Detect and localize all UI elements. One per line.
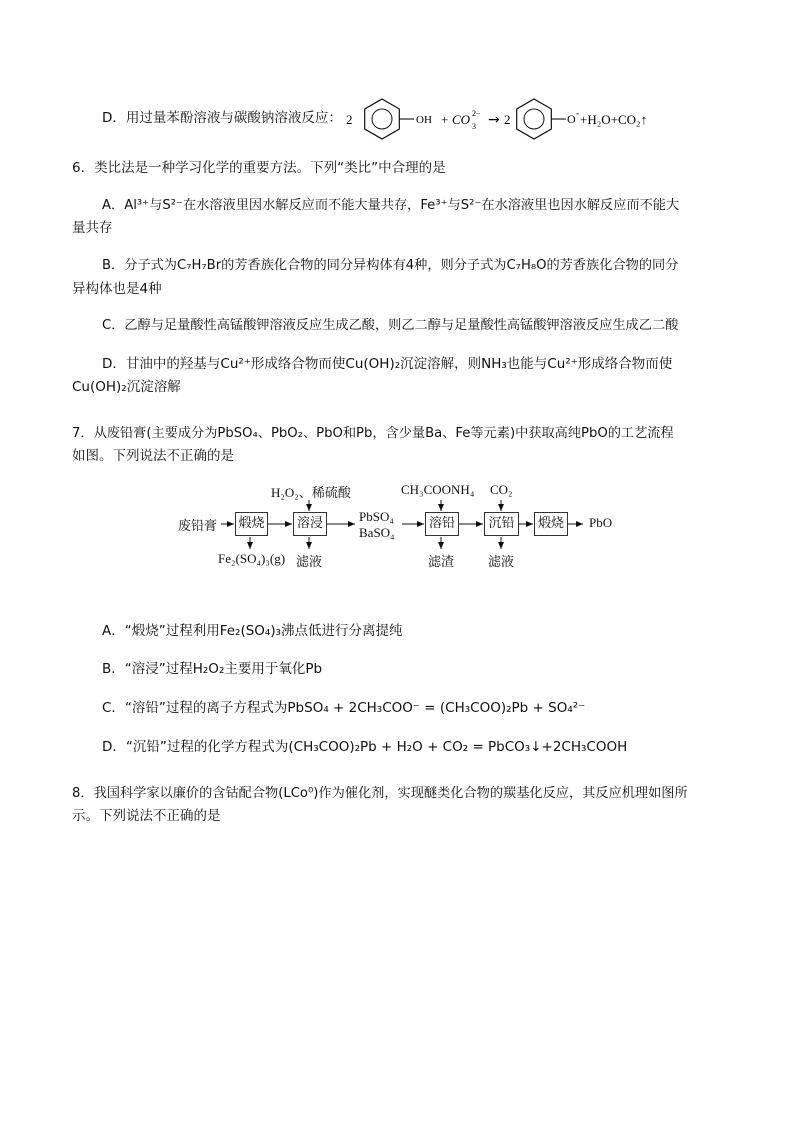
phenol-equation	[342, 94, 762, 144]
flow-end: PbO	[589, 515, 613, 530]
coef-right: 2	[504, 112, 511, 127]
flow-box-calcine-1: 煅烧	[235, 512, 268, 536]
q6-option-b-line2: 异构体也是4种	[72, 281, 162, 297]
coef-left: 2	[346, 112, 353, 127]
flow-intermediate-pbso4: PbSO₄	[359, 509, 394, 524]
flow-output-precipitate: 滤液	[488, 555, 515, 570]
flow-start: 废铅膏	[178, 519, 218, 534]
plus: +	[441, 112, 449, 127]
flow-output-dissolve: 滤渣	[428, 555, 455, 570]
flow-input-precipitate: CO₂	[490, 482, 513, 497]
carbonate-sup: 2−	[472, 109, 481, 118]
q7-stem-line1: 7．从废铅膏(主要成分为PbSO₄、PbO₂、PbO和Pb，含少量Ba、Fe等元素)中获取高纯PbO的工艺流程	[72, 426, 674, 441]
flow-intermediate-baso4: BaSO₄	[359, 525, 395, 540]
q6-option-a-line1: A．Al³⁺与S²⁻在水溶液里因水解反应而不能大量共存，Fe³⁺与S²⁻在水溶液里也因水解反应而不能大	[102, 198, 680, 213]
q6-option-a-line2: 量共存	[72, 220, 113, 236]
o-minus: O	[567, 112, 576, 126]
flow-box-leach: 溶浸	[293, 512, 327, 536]
flow-box-dissolve-lead: 溶铅	[425, 512, 459, 536]
carbonate-sub: 3	[472, 122, 476, 131]
carbonate: CO	[452, 112, 471, 127]
flow-input-dissolve: CH₃COONH₄	[401, 482, 475, 497]
q6-option-d-line1: D．甘油中的羟基与Cu²⁺形成络合物而使Cu(OH)₂沉淀溶解，则NH₃也能与Cu²⁺形成络合物而使	[102, 356, 673, 372]
q7-option-c: C．“溶铅”过程的离子方程式为PbSO₄ + 2CH₃COO⁻ = (CH₃COO)₂Pb + SO₄²⁻	[102, 700, 586, 716]
oh-group: OH	[416, 114, 432, 126]
q6-option-d-line2: Cu(OH)₂沉淀溶解	[72, 379, 181, 395]
o-minus-sup: -	[576, 108, 579, 118]
q5-option-d-label: D．用过量苯酚溶液与碳酸钠溶液反应：	[102, 110, 342, 126]
benzene-ring-icon	[517, 99, 552, 139]
q8-stem-line2: 示。下列说法不正确的是	[72, 808, 221, 824]
q6-stem: 6．类比法是一种学习化学的重要方法。下列“类比”中合理的是	[72, 160, 446, 176]
q7-option-b: B．“溶浸”过程H₂O₂主要用于氧化Pb	[102, 661, 323, 677]
products: +H₂O+CO₂↑	[580, 112, 648, 127]
q8-stem-line1: 8．我国科学家以廉价的含钴配合物(LCo⁰)作为催化剂，实现醚类化合物的羰基化反应，其反应机理如图所	[72, 786, 688, 801]
q7-option-d: D．“沉铅”过程的化学方程式为(CH₃COO)₂Pb + H₂O + CO₂ = PbCO₃↓+2CH₃COOH	[102, 739, 628, 755]
flow-input-leach: H₂O₂、稀硫酸	[271, 485, 351, 500]
q7-option-a: A．“煅烧”过程利用Fe₂(SO₄)₃沸点低进行分离提纯	[102, 623, 403, 639]
flow-output-leach: 滤液	[296, 555, 323, 570]
arrow: →	[488, 112, 500, 128]
q6-option-b-line1: B．分子式为C₇H₇Br的芳香族化合物的同分异构体有4种，则分子式为C₇H₈O的芳香族化合物的同分	[102, 258, 679, 273]
q7-stem-line2: 如图。下列说法不正确的是	[72, 448, 234, 464]
flow-output-calcine: Fe₂(SO₄)₃(g)	[218, 551, 286, 566]
benzene-ring-icon	[365, 99, 400, 139]
flow-box-precipitate-lead: 沉铅	[484, 512, 519, 536]
q6-option-c: C．乙醇与足量酸性高锰酸钾溶液反应生成乙酸，则乙二醇与足量酸性高锰酸钾溶液反应生成乙二酸	[102, 318, 679, 333]
flow-box-calcine-2: 煅烧	[534, 512, 568, 536]
